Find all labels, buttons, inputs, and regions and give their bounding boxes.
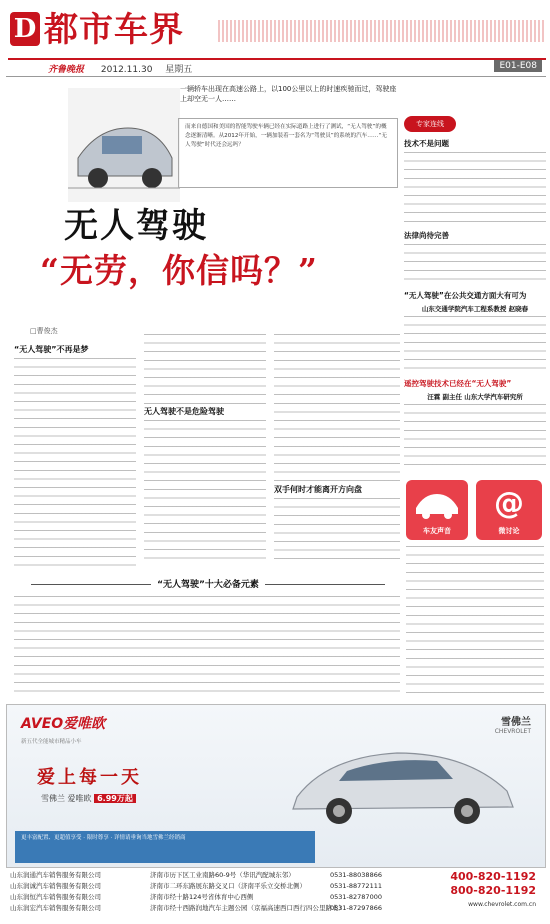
hotline-2: 800-820-1192 (450, 884, 536, 897)
section-2-text (14, 596, 400, 696)
column-1-heading: “无人驾驶”不再是梦 (14, 345, 89, 354)
car-illustration (68, 88, 180, 202)
sidebar-subheading-3: 山东交通学院汽车工程系教授 赵晓春 (421, 305, 529, 313)
column-2-text (144, 420, 266, 560)
sidebar-text-4 (404, 404, 546, 468)
section-2-body (14, 596, 400, 696)
sidebar-text-3 (404, 316, 546, 372)
dealer-phone: 0531-88038866 (330, 871, 382, 879)
sidebar-heading-3: “无人驾驶”在公共交通方面大有可为 (404, 291, 527, 300)
car-friend-label: 车友声音 (423, 527, 451, 535)
dealer-address: 济南市二环东路展东路交叉口（济南平乐立交桥北侧） (150, 882, 306, 890)
ad-slogan: 爱上每一天 (37, 767, 142, 788)
dealer-name: 山东润宏汽车销售服务有限公司 (10, 904, 101, 912)
column-2-heading: 无人驾驶不是危险驾驶 (144, 407, 224, 416)
page-number-badge: E01-E08 (494, 60, 542, 72)
website: www.chevrolet.com.cn (468, 901, 536, 908)
sidebar-text-2 (404, 244, 546, 284)
reader-comments (406, 546, 544, 696)
dealer-phones (330, 870, 382, 914)
at-icon: @ (494, 486, 524, 521)
column-3-text-top (274, 334, 400, 484)
issue-date: 2012.11.30 (100, 65, 153, 75)
masthead-decoration (218, 20, 544, 42)
aveo-logo-text: AVEO爱唯欧 (21, 716, 106, 732)
section-title: 都市车界 (44, 10, 184, 50)
byline: □曹俊杰 (30, 327, 58, 335)
column-3-heading: 双手何时才能离开方向盘 (274, 485, 362, 494)
brand-name-en: CHEVROLET (494, 728, 531, 735)
price-label: 雪佛兰 爱唯欧 (41, 794, 92, 803)
column-2-text-top (144, 334, 266, 406)
discussion-icon (476, 480, 542, 540)
article-column-1 (14, 344, 136, 568)
article-column-3 (274, 334, 400, 562)
column-3-text (274, 498, 400, 562)
sidebar-heading-4: 遥控驾驶技术已经在“无人驾驶” (404, 379, 512, 388)
hotline (450, 870, 536, 912)
discussion-label: 微讨论 (498, 527, 520, 535)
brand-name: 雪佛兰 (501, 717, 531, 728)
headline: 无人驾驶 (64, 206, 208, 246)
car-friend-icon (406, 480, 468, 540)
dealer-addresses (150, 870, 345, 914)
article-column-2 (144, 334, 266, 560)
expert-sidebar (404, 116, 546, 468)
car-icon (406, 480, 468, 524)
aveo-logo (21, 715, 105, 751)
section-2-heading: “无人驾驶”十大必备元素 (8, 577, 408, 590)
price-value: 6.99万起 (94, 794, 136, 803)
dealer-address: 济南市历下区工业南路60-9号（华讯汽配城东邻） (150, 871, 295, 879)
reader-comments-text (406, 546, 544, 696)
aveo-car-image (277, 731, 527, 831)
dealer-phone: 0531-82787000 (330, 893, 382, 901)
expert-badge: 专家连线 (404, 116, 456, 132)
dealer-name: 山东润通汽车销售服务有限公司 (10, 871, 101, 879)
aveo-logo-sub: 新五代全能城市精品小车 (21, 739, 82, 745)
sidebar-heading-1: 技术不是问题 (404, 139, 449, 148)
dealer-name: 山东润诚汽车销售服务有限公司 (10, 882, 101, 890)
masthead-rule (8, 58, 546, 60)
dateline (48, 62, 202, 75)
ad-price (41, 793, 136, 804)
dealer-list (10, 870, 101, 914)
masthead (8, 6, 546, 58)
header-divider (6, 76, 546, 77)
section-logo-icon: D (10, 12, 40, 46)
dealer-phone: 0531-88772111 (330, 882, 382, 890)
subheadline: “无劳，你信吗？” (40, 251, 318, 290)
dealer-address: 济南市经十西路润地汽车主题公园（京福高速西口西行四公里路北） (150, 904, 345, 912)
hotline-1: 400-820-1192 (450, 870, 536, 883)
sidebar-subheading-4: 汪霖 副主任 山东大学汽车研究所 (427, 393, 523, 401)
dealer-name: 山东润恒汽车销售服务有限公司 (10, 893, 101, 901)
sidebar-heading-2: 法律尚待完善 (404, 231, 449, 240)
issue-weekday: 星期五 (165, 65, 193, 75)
dealer-address: 济南市经十路124号省体育中心西侧 (150, 893, 254, 901)
lead-intro: 一辆轿车出现在高速公路上，以100公里以上的时速疾驰而过，驾驶座上却空无一人…… (180, 85, 397, 103)
sidebar-text-1 (404, 152, 546, 224)
chevrolet-ad (6, 704, 546, 868)
lead-summary: 而来自德国和美国的智能驾驶车辆已经在实际道路上进行了测试，“无人驾驶”的概念逐渐清晰。从2012年开始，一辆加装着一套名为“驾驶员”的系统的汽车……“无人驾驶”时代还会远吗？ (178, 118, 398, 188)
ad-promo-strip: 更丰富配置、更超值享受 · 限时尊享 · 详情请垂询当地雪佛兰经销商 (15, 831, 315, 863)
paper-name: 齐鲁晚报 (48, 65, 85, 75)
dealer-phone: 0531-87297866 (330, 904, 382, 912)
dealer-footer (6, 870, 546, 918)
column-1-text (14, 358, 136, 568)
